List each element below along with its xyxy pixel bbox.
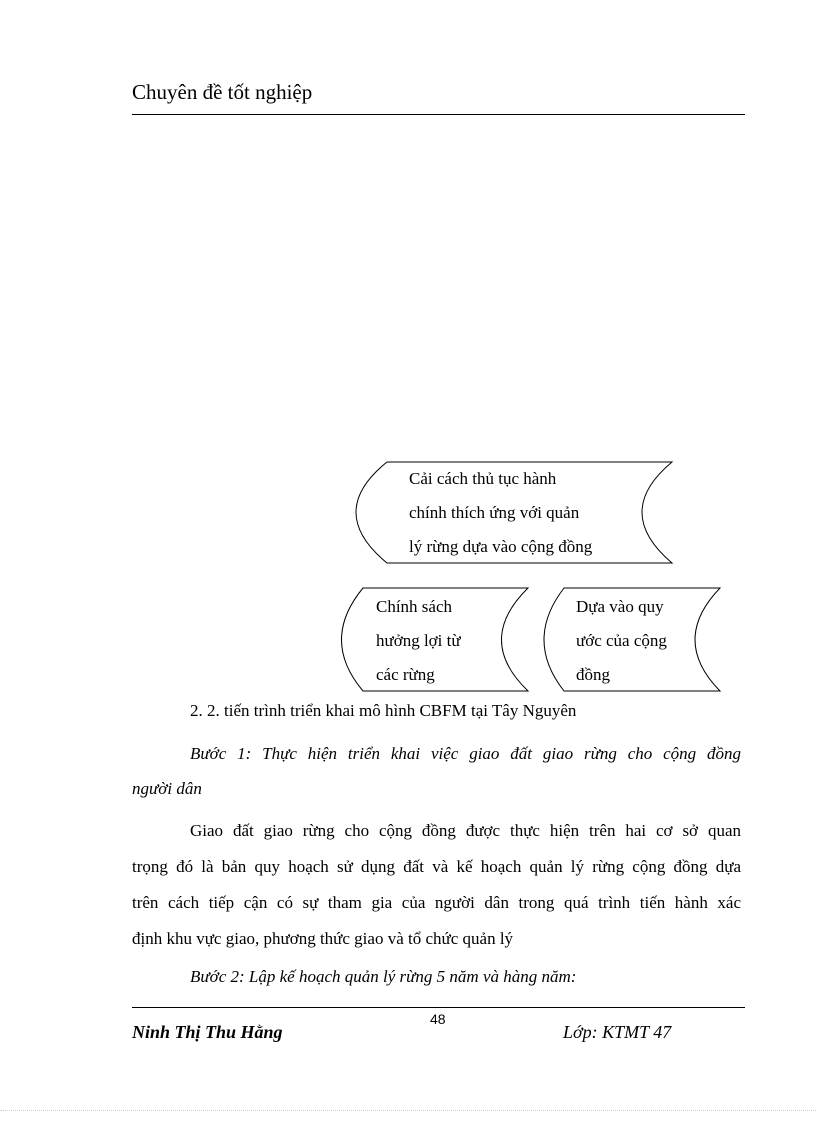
right-box-text <box>576 590 667 692</box>
footer-rule <box>132 1007 745 1008</box>
paragraph-line: trên cách tiếp cận có sự tham gia của người dân trong quá trình tiến hành xác <box>132 893 741 912</box>
step1-heading-line2: người dân <box>132 779 202 798</box>
section-heading: 2. 2. tiến trình triển khai mô hình CBFM tại Tây Nguyên <box>190 701 577 720</box>
top-box-text <box>409 462 592 564</box>
top-box-line: chính thích ứng với quản <box>409 503 580 522</box>
page-header-title: Chuyên đề tốt nghiệp <box>132 80 313 104</box>
top-box-line: Cải cách thủ tục hành <box>409 469 557 488</box>
paragraph-line: định khu vực giao, phương thức giao và tổ chức quản lý <box>132 929 514 948</box>
paragraph-line: trọng đó là bản quy hoạch sử dụng đất và kế hoạch quản lý rừng cộng đồng dựa <box>132 857 741 876</box>
left-box-line: các rừng <box>376 665 435 684</box>
right-box-line: đồng <box>576 665 610 684</box>
paragraph-line: Giao đất giao rừng cho cộng đồng được thực hiện trên hai cơ sở quan <box>190 821 741 840</box>
step1-heading-line1: Bước 1: Thực hiện triển khai việc giao đất giao rừng cho cộng đồng <box>190 744 741 763</box>
right-box-line: ước của cộng <box>576 631 667 650</box>
page-number: 48 <box>430 1011 446 1027</box>
page-bottom-divider <box>0 1110 816 1111</box>
top-box-line: lý rừng dựa vào cộng đồng <box>409 537 593 556</box>
left-box-text <box>376 590 461 692</box>
right-box-line: Dựa vào quy <box>576 597 664 616</box>
footer-class: Lớp: KTMT 47 <box>563 1022 672 1042</box>
footer-author: Ninh Thị Thu Hằng <box>132 1022 283 1042</box>
left-box-line: Chính sách <box>376 597 453 616</box>
step2-heading: Bước 2: Lập kế hoạch quản lý rừng 5 năm và hàng năm: <box>190 967 577 986</box>
left-box-line: hưởng lợi từ <box>376 631 461 650</box>
